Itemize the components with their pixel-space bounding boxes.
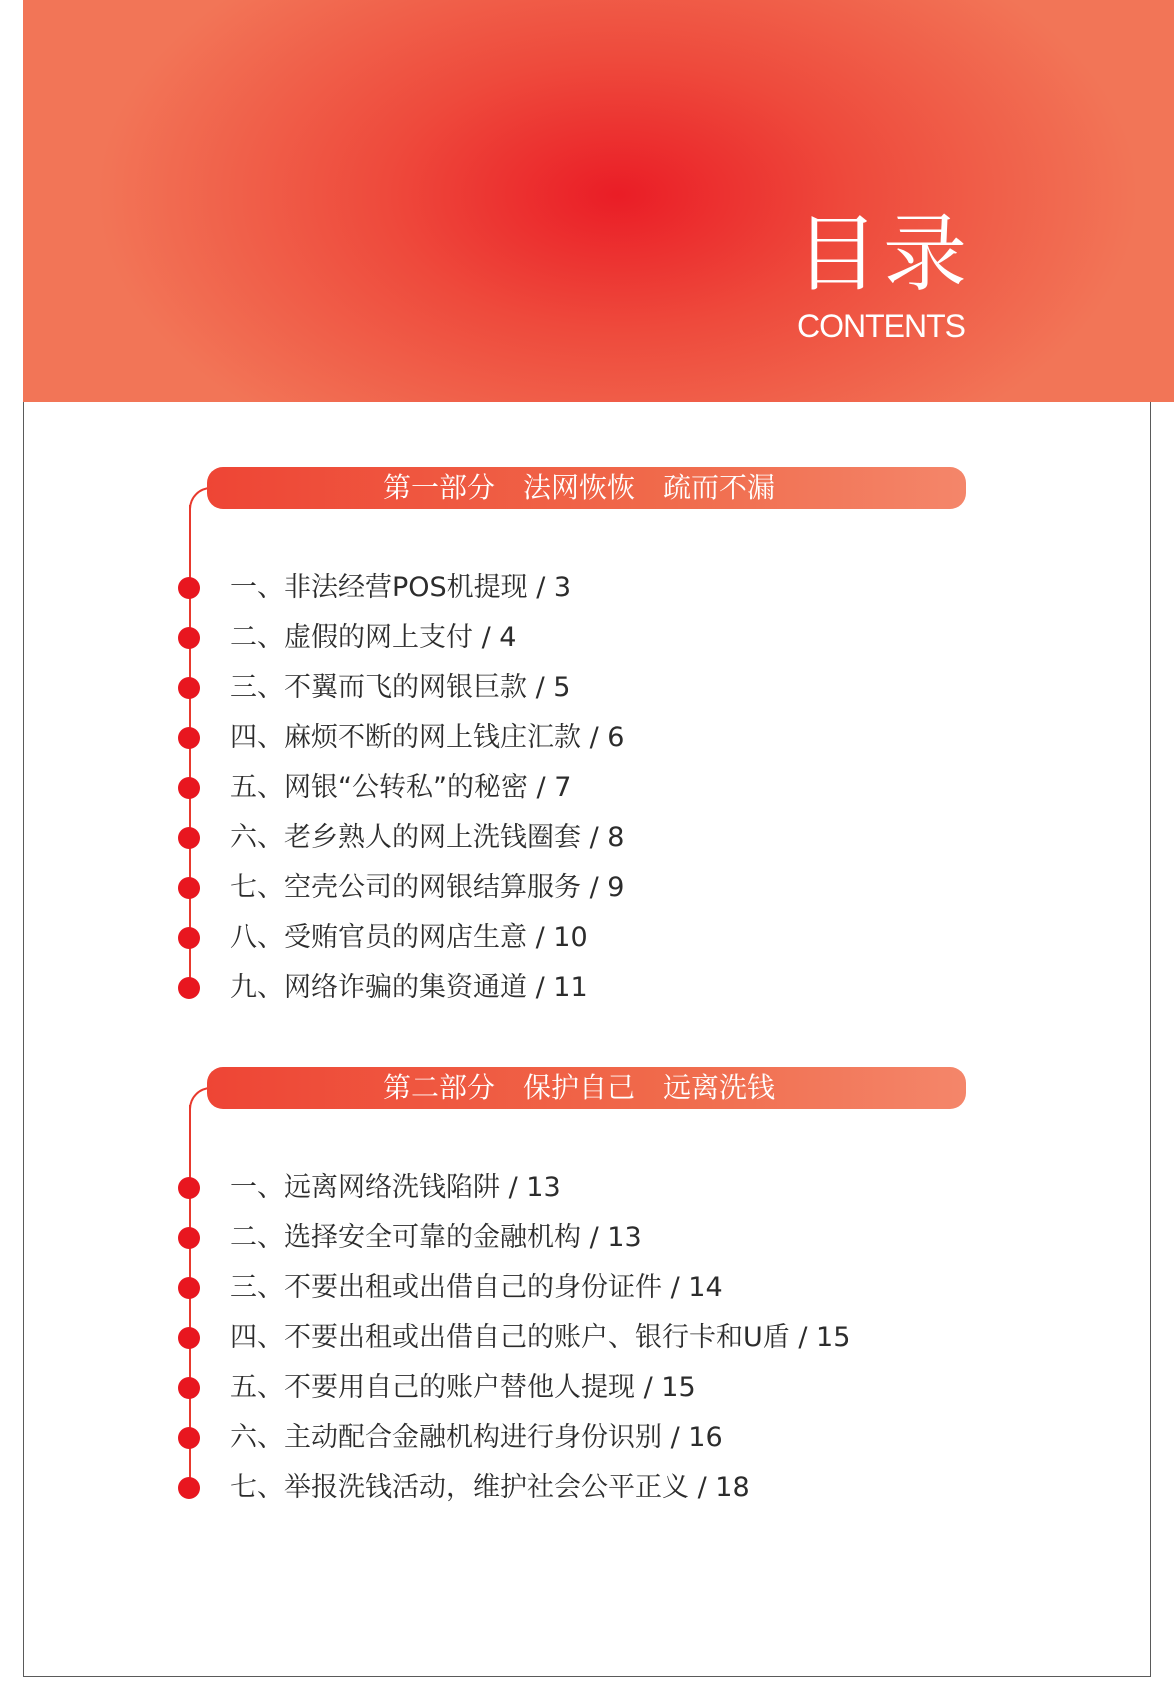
section-banner-title: 第一部分 法网恢恢 疏而不漏	[383, 471, 776, 504]
page-title: 目录	[795, 205, 972, 303]
bullet-dot-icon	[178, 577, 200, 599]
toc-item[interactable]	[0, 818, 1174, 858]
section-banner	[207, 467, 966, 509]
toc-item-label: 四、不要出租或出借自己的账户、银行卡和U盾 / 15	[230, 1322, 851, 1353]
toc-item[interactable]	[0, 1218, 1174, 1258]
bullet-dot-icon	[178, 1227, 200, 1249]
bullet-dot-icon	[178, 1177, 200, 1199]
toc-item[interactable]	[0, 1168, 1174, 1208]
toc-item[interactable]	[0, 618, 1174, 658]
bullet-dot-icon	[178, 1327, 200, 1349]
toc-item[interactable]	[0, 568, 1174, 608]
toc-item[interactable]	[0, 668, 1174, 708]
toc-item-label: 一、远离网络洗钱陷阱 / 13	[230, 1172, 561, 1203]
toc-item-label: 一、非法经营POS机提现 / 3	[230, 572, 572, 603]
toc-item[interactable]	[0, 718, 1174, 758]
toc-item-label: 二、虚假的网上支付 / 4	[230, 622, 517, 653]
bullet-dot-icon	[178, 1277, 200, 1299]
toc-item-label: 五、网银“公转私”的秘密 / 7	[230, 772, 572, 803]
toc-item-label: 六、主动配合金融机构进行身份识别 / 16	[230, 1422, 723, 1453]
bullet-dot-icon	[178, 1377, 200, 1399]
toc-item-label: 二、选择安全可靠的金融机构 / 13	[230, 1222, 642, 1253]
toc-item[interactable]	[0, 768, 1174, 808]
toc-item[interactable]	[0, 1268, 1174, 1308]
toc-item[interactable]	[0, 1468, 1174, 1508]
bullet-dot-icon	[178, 827, 200, 849]
section-banner-title: 第二部分 保护自己 远离洗钱	[383, 1071, 776, 1104]
section-banner	[207, 1067, 966, 1109]
bullet-dot-icon	[178, 727, 200, 749]
bullet-dot-icon	[178, 877, 200, 899]
toc-item-label: 七、举报洗钱活动，维护社会公平正义 / 18	[230, 1472, 750, 1503]
bullet-dot-icon	[178, 1477, 200, 1499]
toc-item[interactable]	[0, 968, 1174, 1008]
toc-item[interactable]	[0, 918, 1174, 958]
toc-item-label: 四、麻烦不断的网上钱庄汇款 / 6	[230, 722, 625, 753]
page-subtitle: CONTENTS	[797, 308, 965, 344]
toc-item[interactable]	[0, 868, 1174, 908]
toc-item[interactable]	[0, 1418, 1174, 1458]
toc-item-label: 五、不要用自己的账户替他人提现 / 15	[230, 1372, 696, 1403]
bullet-dot-icon	[178, 1427, 200, 1449]
bullet-dot-icon	[178, 627, 200, 649]
toc-item[interactable]	[0, 1318, 1174, 1358]
toc-item-label: 六、老乡熟人的网上洗钱圈套 / 8	[230, 822, 625, 853]
header-band	[23, 0, 1174, 402]
toc-item-label: 三、不要出租或出借自己的身份证件 / 14	[230, 1272, 723, 1303]
bullet-dot-icon	[178, 927, 200, 949]
bullet-dot-icon	[178, 977, 200, 999]
toc-item-label: 八、受贿官员的网店生意 / 10	[230, 922, 588, 953]
toc-item-label: 九、网络诈骗的集资通道 / 11	[230, 972, 588, 1003]
toc-item[interactable]	[0, 1368, 1174, 1408]
toc-item-label: 七、空壳公司的网银结算服务 / 9	[230, 872, 625, 903]
toc-item-label: 三、不翼而飞的网银巨款 / 5	[230, 672, 571, 703]
bullet-dot-icon	[178, 677, 200, 699]
bullet-dot-icon	[178, 777, 200, 799]
